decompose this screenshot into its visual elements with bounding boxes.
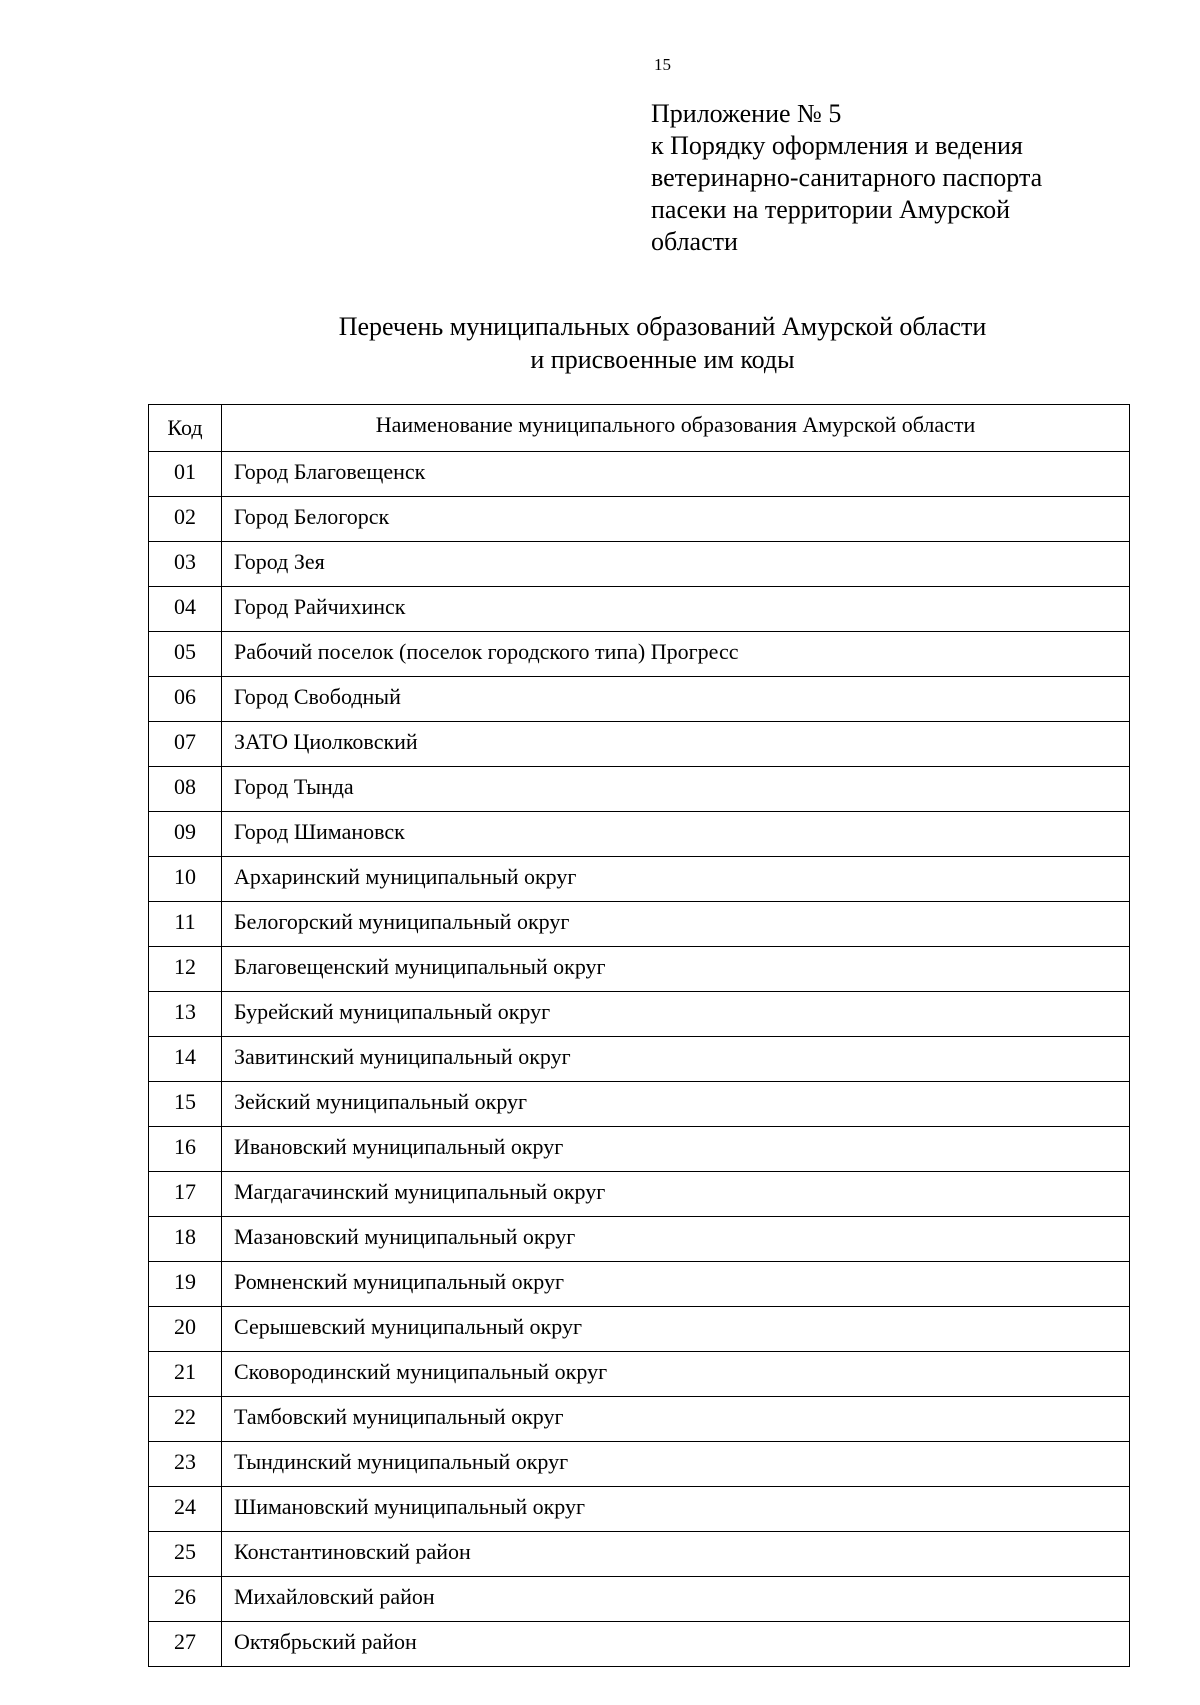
table-row [149,1352,1130,1397]
cell-code: 05 [149,632,222,677]
cell-code: 09 [149,812,222,857]
table-row [149,1577,1130,1622]
cell-code: 11 [149,902,222,947]
table-row [149,1532,1130,1577]
cell-code: 27 [149,1622,222,1667]
cell-name: Город Зея [222,542,1130,587]
appendix-line: пасеки на территории Амурской [651,195,1011,224]
cell-name: Город Тында [222,767,1130,812]
cell-name: Шимановский муниципальный округ [222,1487,1130,1532]
cell-code: 26 [149,1577,222,1622]
table-row [149,1037,1130,1082]
table-row [149,632,1130,677]
table-row [149,542,1130,587]
cell-code: 06 [149,677,222,722]
cell-code: 23 [149,1442,222,1487]
page-number: 15 [654,55,671,74]
cell-code: 25 [149,1532,222,1577]
appendix-line: Приложение № 5 [651,99,842,128]
cell-code: 17 [149,1172,222,1217]
table-row [149,677,1130,722]
table-row [149,722,1130,767]
appendix-line: области [651,227,738,256]
table-row [149,1172,1130,1217]
cell-code: 04 [149,587,222,632]
municipalities-table [148,404,1130,1667]
table-row [149,587,1130,632]
cell-name: Константиновский район [222,1532,1130,1577]
table-header-row [149,405,1130,452]
cell-name: Мазановский муниципальный округ [222,1217,1130,1262]
document-title [0,310,1200,376]
table-row [149,452,1130,497]
table-row [149,1442,1130,1487]
appendix-line: ветеринарно-санитарного паспорта [651,163,1043,192]
table-row [149,1622,1130,1667]
cell-name: Город Белогорск [222,497,1130,542]
table-row [149,1217,1130,1262]
cell-code: 14 [149,1037,222,1082]
appendix-reference [651,98,1151,258]
cell-name: Ивановский муниципальный округ [222,1127,1130,1172]
appendix-line: к Порядку оформления и ведения [651,131,1023,160]
table-row [149,812,1130,857]
title-line-2: и присвоенные им коды [530,345,795,374]
table-row [149,1082,1130,1127]
cell-code: 03 [149,542,222,587]
cell-code: 20 [149,1307,222,1352]
table-row [149,947,1130,992]
cell-name: Архаринский муниципальный округ [222,857,1130,902]
table-row [149,1262,1130,1307]
cell-name: Рабочий поселок (поселок городского типа) Прогресс [222,632,1130,677]
header-name: Наименование муниципального образования Амурской области [222,405,1130,452]
cell-code: 18 [149,1217,222,1262]
table-row [149,1307,1130,1352]
cell-code: 08 [149,767,222,812]
cell-code: 12 [149,947,222,992]
table-row [149,1397,1130,1442]
cell-code: 15 [149,1082,222,1127]
header-code: Код [149,405,222,452]
cell-name: Город Шимановск [222,812,1130,857]
cell-code: 07 [149,722,222,767]
cell-code: 01 [149,452,222,497]
cell-name: Михайловский район [222,1577,1130,1622]
cell-name: Сковородинский муниципальный округ [222,1352,1130,1397]
table-row [149,992,1130,1037]
table-row [149,902,1130,947]
cell-name: Серышевский муниципальный округ [222,1307,1130,1352]
table-row [149,1487,1130,1532]
cell-name: Благовещенский муниципальный округ [222,947,1130,992]
title-line-1: Перечень муниципальных образований Амурской области [338,312,987,341]
table-row [149,1127,1130,1172]
cell-name: Завитинский муниципальный округ [222,1037,1130,1082]
cell-code: 10 [149,857,222,902]
cell-name: Тамбовский муниципальный округ [222,1397,1130,1442]
cell-name: Зейский муниципальный округ [222,1082,1130,1127]
cell-name: Город Свободный [222,677,1130,722]
cell-name: Город Благовещенск [222,452,1130,497]
cell-name: ЗАТО Циолковский [222,722,1130,767]
cell-name: Ромненский муниципальный округ [222,1262,1130,1307]
cell-name: Октябрьский район [222,1622,1130,1667]
table-body [149,452,1130,1667]
table-row [149,497,1130,542]
cell-name: Белогорский муниципальный округ [222,902,1130,947]
cell-name: Город Райчихинск [222,587,1130,632]
cell-code: 21 [149,1352,222,1397]
table-row [149,767,1130,812]
cell-code: 24 [149,1487,222,1532]
cell-name: Тындинский муниципальный округ [222,1442,1130,1487]
cell-code: 13 [149,992,222,1037]
cell-code: 02 [149,497,222,542]
cell-name: Бурейский муниципальный округ [222,992,1130,1037]
cell-code: 19 [149,1262,222,1307]
table-row [149,857,1130,902]
cell-code: 22 [149,1397,222,1442]
cell-name: Магдагачинский муниципальный округ [222,1172,1130,1217]
cell-code: 16 [149,1127,222,1172]
